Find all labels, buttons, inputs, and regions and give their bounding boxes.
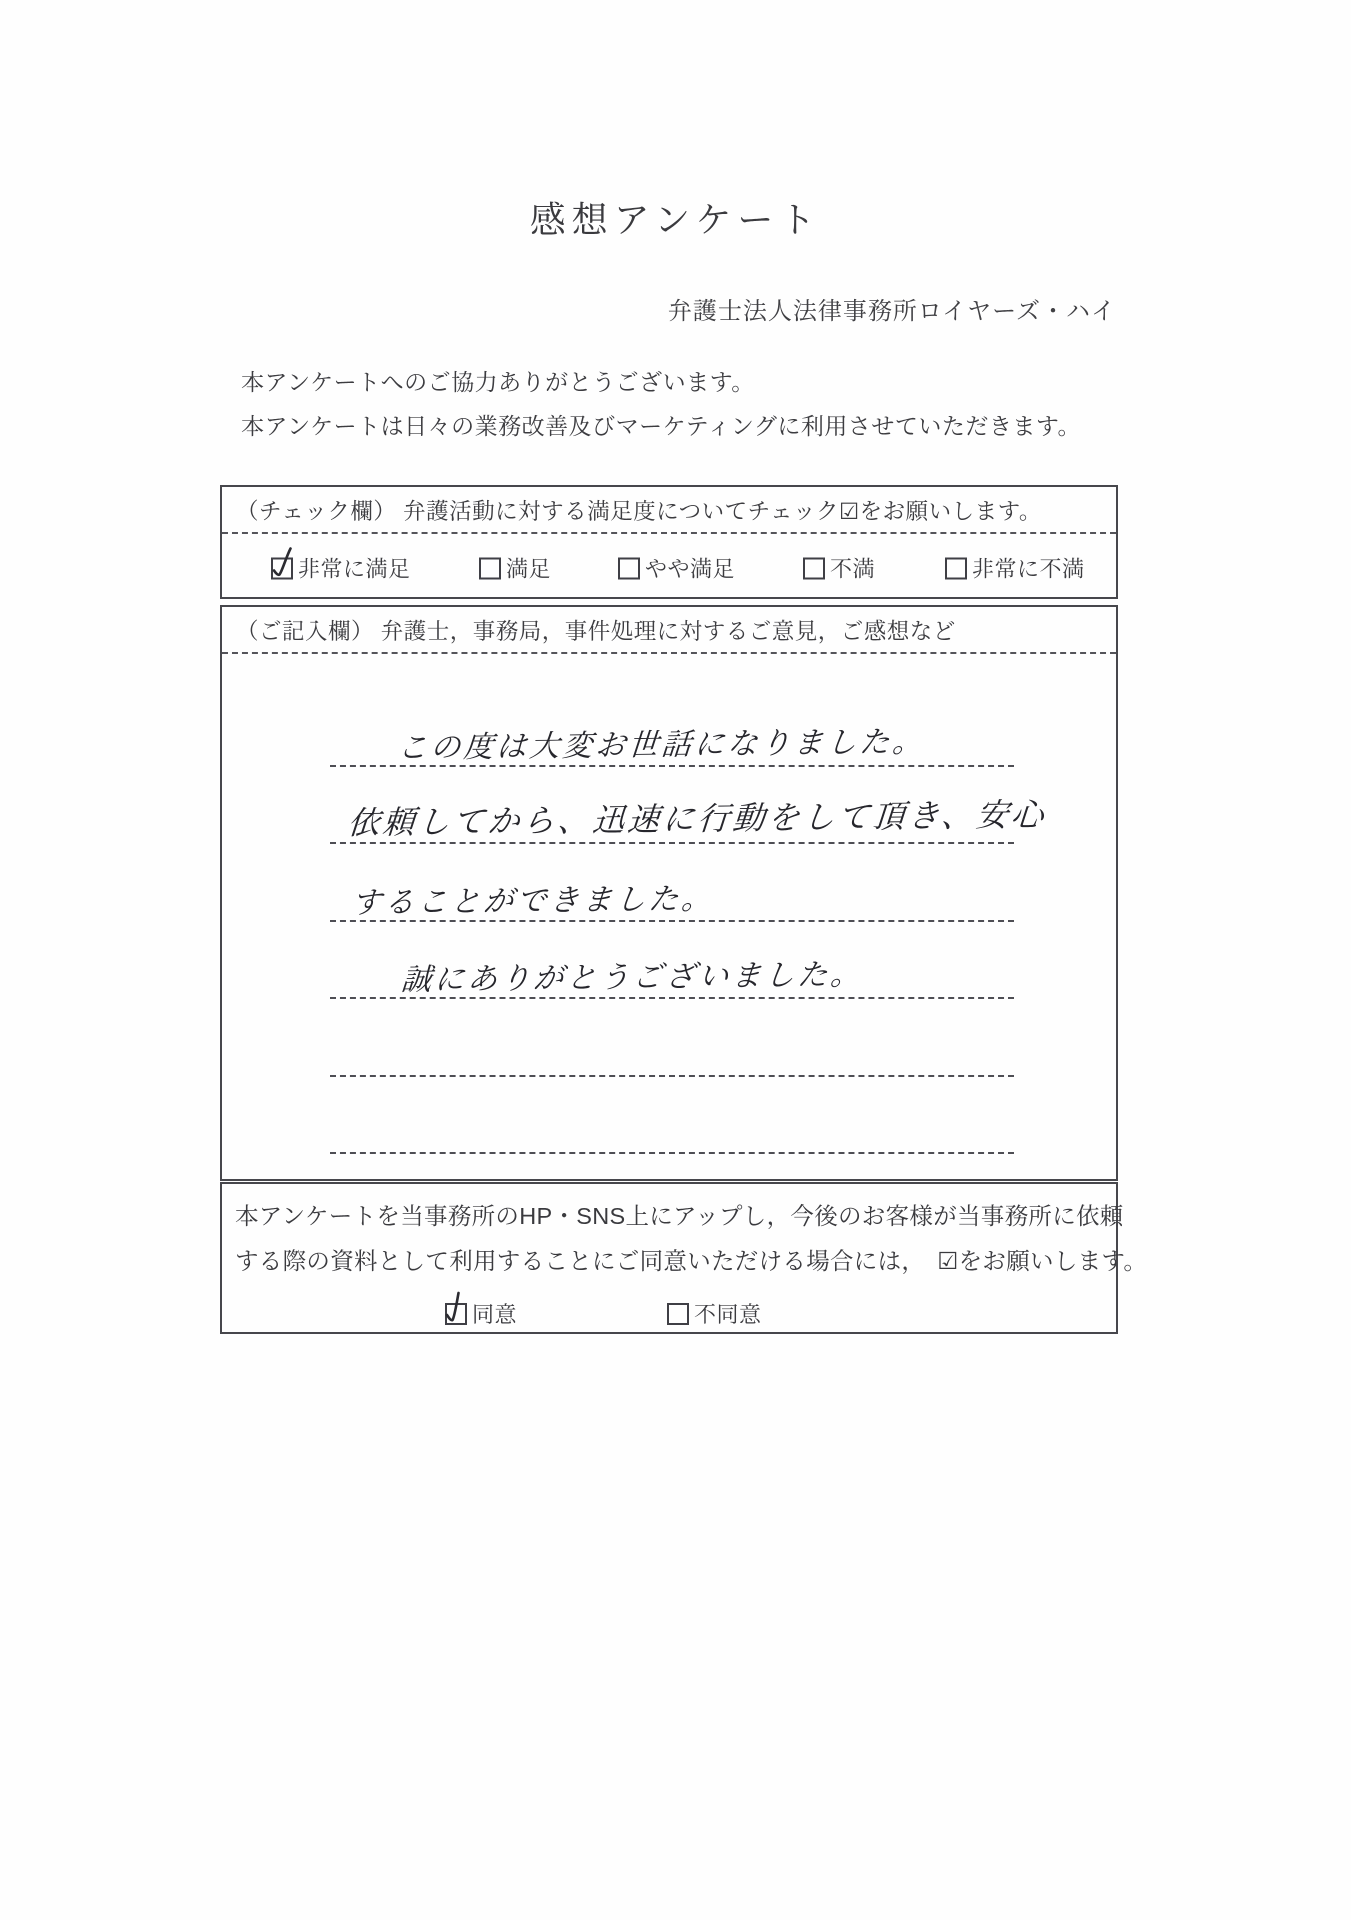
consent-line-2: する際の資料として利用することにご同意いただける場合には， ☑をお願いします。 [235,1248,1148,1274]
intro-text [241,360,1081,448]
option-agree[interactable] [445,1298,517,1329]
checkbox-very-dissatisfied[interactable] [945,557,967,579]
handwritten-text: 誠にありがとうございました。 [400,958,865,997]
comment-section [220,605,1118,1181]
option-satisfied[interactable] [479,553,551,584]
option-label: 満足 [506,556,552,582]
option-somewhat-satisfied[interactable] [618,553,735,584]
page-title: 感想アンケート [529,199,822,240]
handwritten-check-icon [443,1291,471,1327]
consent-options-row [222,1284,1116,1330]
consent-text [222,1184,1148,1284]
comment-write-area [222,654,1116,1226]
option-label: 不満 [830,556,876,582]
handwritten-check-icon [269,545,297,581]
firm-name: 弁護士法人法律事務所ロイヤーズ・ハイ [667,298,1116,325]
intro-line-2: 本アンケートは日々の業務改善及びマーケティングに利用させていただきます。 [241,413,1082,439]
option-label: 非常に不満 [972,556,1085,582]
intro-line-1: 本アンケートへのご協力ありがとうございます。 [241,369,755,395]
option-label: 同意 [472,1302,518,1327]
satisfaction-options-row [222,534,1116,602]
satisfaction-section [220,485,1118,599]
option-very-dissatisfied[interactable] [945,553,1085,584]
consent-section [220,1182,1148,1334]
comment-line[interactable] [330,939,1014,999]
comment-header: （ご記入欄） 弁護士，事務局，事件処理に対するご意見，ご感想など [222,607,1116,654]
option-dissatisfied[interactable] [803,553,875,584]
consent-line-1: 本アンケートを当事務所のHP・SNS上にアップし，今後のお客様が当事務所に依頼 [235,1203,1124,1229]
comment-line[interactable] [330,707,1014,767]
checkbox-agree[interactable] [445,1303,467,1325]
checkbox-disagree[interactable] [667,1303,689,1325]
option-very-satisfied[interactable] [271,553,411,584]
checkbox-dissatisfied[interactable] [803,557,825,579]
checkbox-satisfied[interactable] [479,557,501,579]
option-label: 非常に満足 [298,556,411,582]
comment-line[interactable] [330,784,1048,844]
handwritten-text: 依頼してから、迅速に行動をして頂き、安心 [346,796,1048,841]
comment-line[interactable] [330,1094,1014,1154]
option-label: やや満足 [645,556,736,582]
comment-line[interactable] [330,1017,1014,1077]
satisfaction-header: （チェック欄） 弁護活動に対する満足度についてチェック☑をお願いします。 [222,487,1116,534]
handwritten-text: この度は大変お世話になりました。 [396,725,927,765]
option-disagree[interactable] [667,1298,762,1329]
handwritten-text: することができました。 [350,882,716,920]
checkbox-very-satisfied[interactable] [271,557,293,579]
comment-line[interactable] [330,862,1014,922]
checkbox-somewhat-satisfied[interactable] [618,557,640,579]
option-label: 不同意 [694,1302,762,1327]
